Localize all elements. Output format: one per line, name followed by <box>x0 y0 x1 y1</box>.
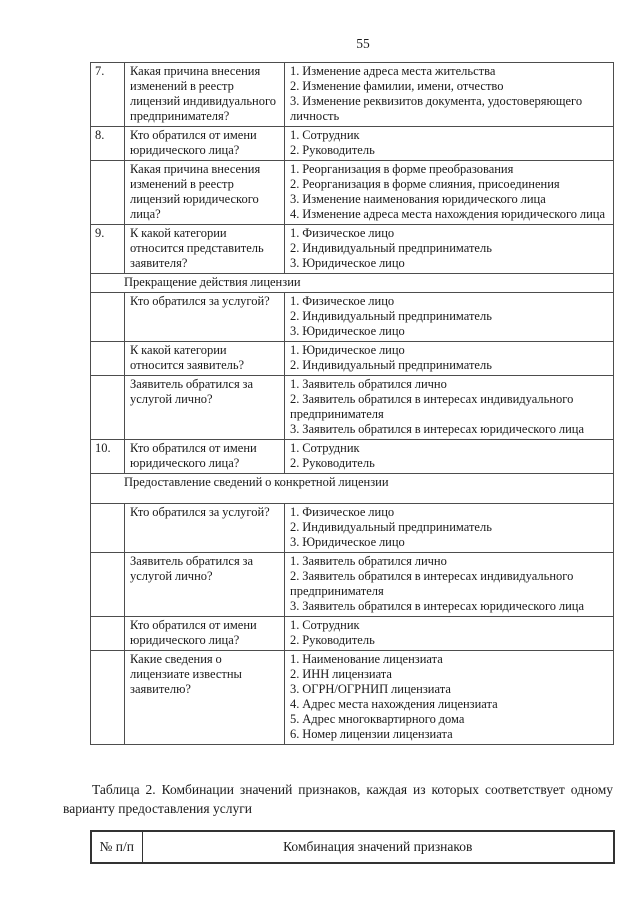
answers-cell <box>285 617 614 651</box>
question-row <box>91 342 614 376</box>
row-number <box>91 293 125 342</box>
question-cell: Кто обратился от имени юридического лица? <box>125 440 285 474</box>
section-header: Предоставление сведений о конкретной лицензии <box>91 474 614 504</box>
answer-item: 3. ОГРН/ОГРНИП лицензиата <box>290 682 451 696</box>
answer-item: 3. Юридическое лицо <box>290 535 405 549</box>
combinations-table <box>90 830 615 864</box>
combinations-column-header: № п/п <box>91 831 142 863</box>
answers-cell <box>285 293 614 342</box>
question-cell: К какой категории относится представитель заявителя? <box>125 225 285 274</box>
answer-item: 1. Реорганизация в форме преобразования <box>290 162 514 176</box>
questions-table <box>90 62 614 745</box>
question-cell: Заявитель обратился за услугой лично? <box>125 376 285 440</box>
row-number <box>91 376 125 440</box>
answers-cell <box>285 504 614 553</box>
question-row <box>91 293 614 342</box>
combinations-column-header: Комбинация значений признаков <box>142 831 614 863</box>
answer-item: 2. Изменение фамилии, имени, отчество <box>290 79 504 93</box>
question-row <box>91 651 614 745</box>
answer-item: 1. Физическое лицо <box>290 505 395 519</box>
row-number <box>91 617 125 651</box>
answer-item: 1. Юридическое лицо <box>290 343 405 357</box>
answer-item: 1. Изменение адреса места жительства <box>290 64 496 78</box>
row-number: 8. <box>91 127 125 161</box>
answer-item: 4. Адрес места нахождения лицензиата <box>290 697 498 711</box>
row-number <box>91 342 125 376</box>
answer-item: 2. Заявитель обратился в интересах индивидуального предпринимателя <box>290 392 574 421</box>
combinations-table-header-row <box>91 831 614 863</box>
row-number: 10. <box>91 440 125 474</box>
section-row <box>91 474 614 504</box>
answer-item: 2. Заявитель обратился в интересах индивидуального предпринимателя <box>290 569 574 598</box>
answer-item: 1. Физическое лицо <box>290 226 395 240</box>
row-number: 7. <box>91 63 125 127</box>
question-row <box>91 440 614 474</box>
question-row <box>91 376 614 440</box>
row-number: 9. <box>91 225 125 274</box>
answer-item: 3. Юридическое лицо <box>290 324 405 338</box>
question-cell: Кто обратился за услугой? <box>125 293 285 342</box>
question-row <box>91 553 614 617</box>
answer-item: 1. Заявитель обратился лично <box>290 377 447 391</box>
answer-item: 3. Заявитель обратился в интересах юридического лица <box>290 422 585 436</box>
question-cell: Какая причина внесения изменений в реестр лицензий юридического лица? <box>125 161 285 225</box>
answer-item: 2. Индивидуальный предприниматель <box>290 309 492 323</box>
answer-item: 3. Изменение наименования юридического лица <box>290 192 546 206</box>
answer-item: 3. Юридическое лицо <box>290 256 405 270</box>
question-row <box>91 504 614 553</box>
answer-item: 1. Сотрудник <box>290 441 360 455</box>
question-row <box>91 225 614 274</box>
answers-cell <box>285 553 614 617</box>
question-row <box>91 161 614 225</box>
answers-cell <box>285 440 614 474</box>
section-header: Прекращение действия лицензии <box>91 274 614 293</box>
answer-item: 2. ИНН лицензиата <box>290 667 392 681</box>
answers-cell <box>285 342 614 376</box>
question-cell: Заявитель обратился за услугой лично? <box>125 553 285 617</box>
question-row <box>91 127 614 161</box>
answer-item: 2. Индивидуальный предприниматель <box>290 241 492 255</box>
answer-item: 2. Руководитель <box>290 456 375 470</box>
answer-item: 3. Заявитель обратился в интересах юридического лица <box>290 599 585 613</box>
answer-item: 1. Заявитель обратился лично <box>290 554 447 568</box>
question-row <box>91 63 614 127</box>
answer-item: 2. Руководитель <box>290 633 375 647</box>
answer-item: 6. Номер лицензии лицензиата <box>290 727 453 741</box>
answer-item: 5. Адрес многоквартирного дома <box>290 712 465 726</box>
answer-item: 2. Руководитель <box>290 143 375 157</box>
answers-cell <box>285 225 614 274</box>
answers-cell <box>285 161 614 225</box>
answers-cell <box>285 63 614 127</box>
answer-item: 1. Наименование лицензиата <box>290 652 443 666</box>
answer-item: 2. Индивидуальный предприниматель <box>290 520 492 534</box>
section-row <box>91 274 614 293</box>
row-number <box>91 161 125 225</box>
question-cell: Кто обратился от имени юридического лица? <box>125 127 285 161</box>
question-cell: Кто обратился за услугой? <box>125 504 285 553</box>
row-number <box>91 651 125 745</box>
answers-cell <box>285 376 614 440</box>
page-number: 55 <box>356 36 370 51</box>
question-cell: Какая причина внесения изменений в реестр лицензий индивидуального предпринимателя? <box>125 63 285 127</box>
answer-item: 1. Сотрудник <box>290 128 360 142</box>
answer-item: 1. Сотрудник <box>290 618 360 632</box>
row-number <box>91 504 125 553</box>
answers-cell <box>285 127 614 161</box>
answers-cell <box>285 651 614 745</box>
answer-item: 2. Реорганизация в форме слияния, присоединения <box>290 177 560 191</box>
questions-table-body <box>91 63 614 745</box>
question-cell: Кто обратился от имени юридического лица? <box>125 617 285 651</box>
answer-item: 3. Изменение реквизитов документа, удостоверяющего личность <box>290 94 583 123</box>
row-number <box>91 553 125 617</box>
answer-item: 4. Изменение адреса места нахождения юридического лица <box>290 207 606 221</box>
answer-item: 1. Физическое лицо <box>290 294 395 308</box>
question-cell: Какие сведения о лицензиате известны заявителю? <box>125 651 285 745</box>
question-cell: К какой категории относится заявитель? <box>125 342 285 376</box>
answer-item: 2. Индивидуальный предприниматель <box>290 358 492 372</box>
table2-caption: Таблица 2. Комбинации значений признаков, каждая из которых соответствует одному варианту предоставления услуги <box>63 782 613 816</box>
question-row <box>91 617 614 651</box>
